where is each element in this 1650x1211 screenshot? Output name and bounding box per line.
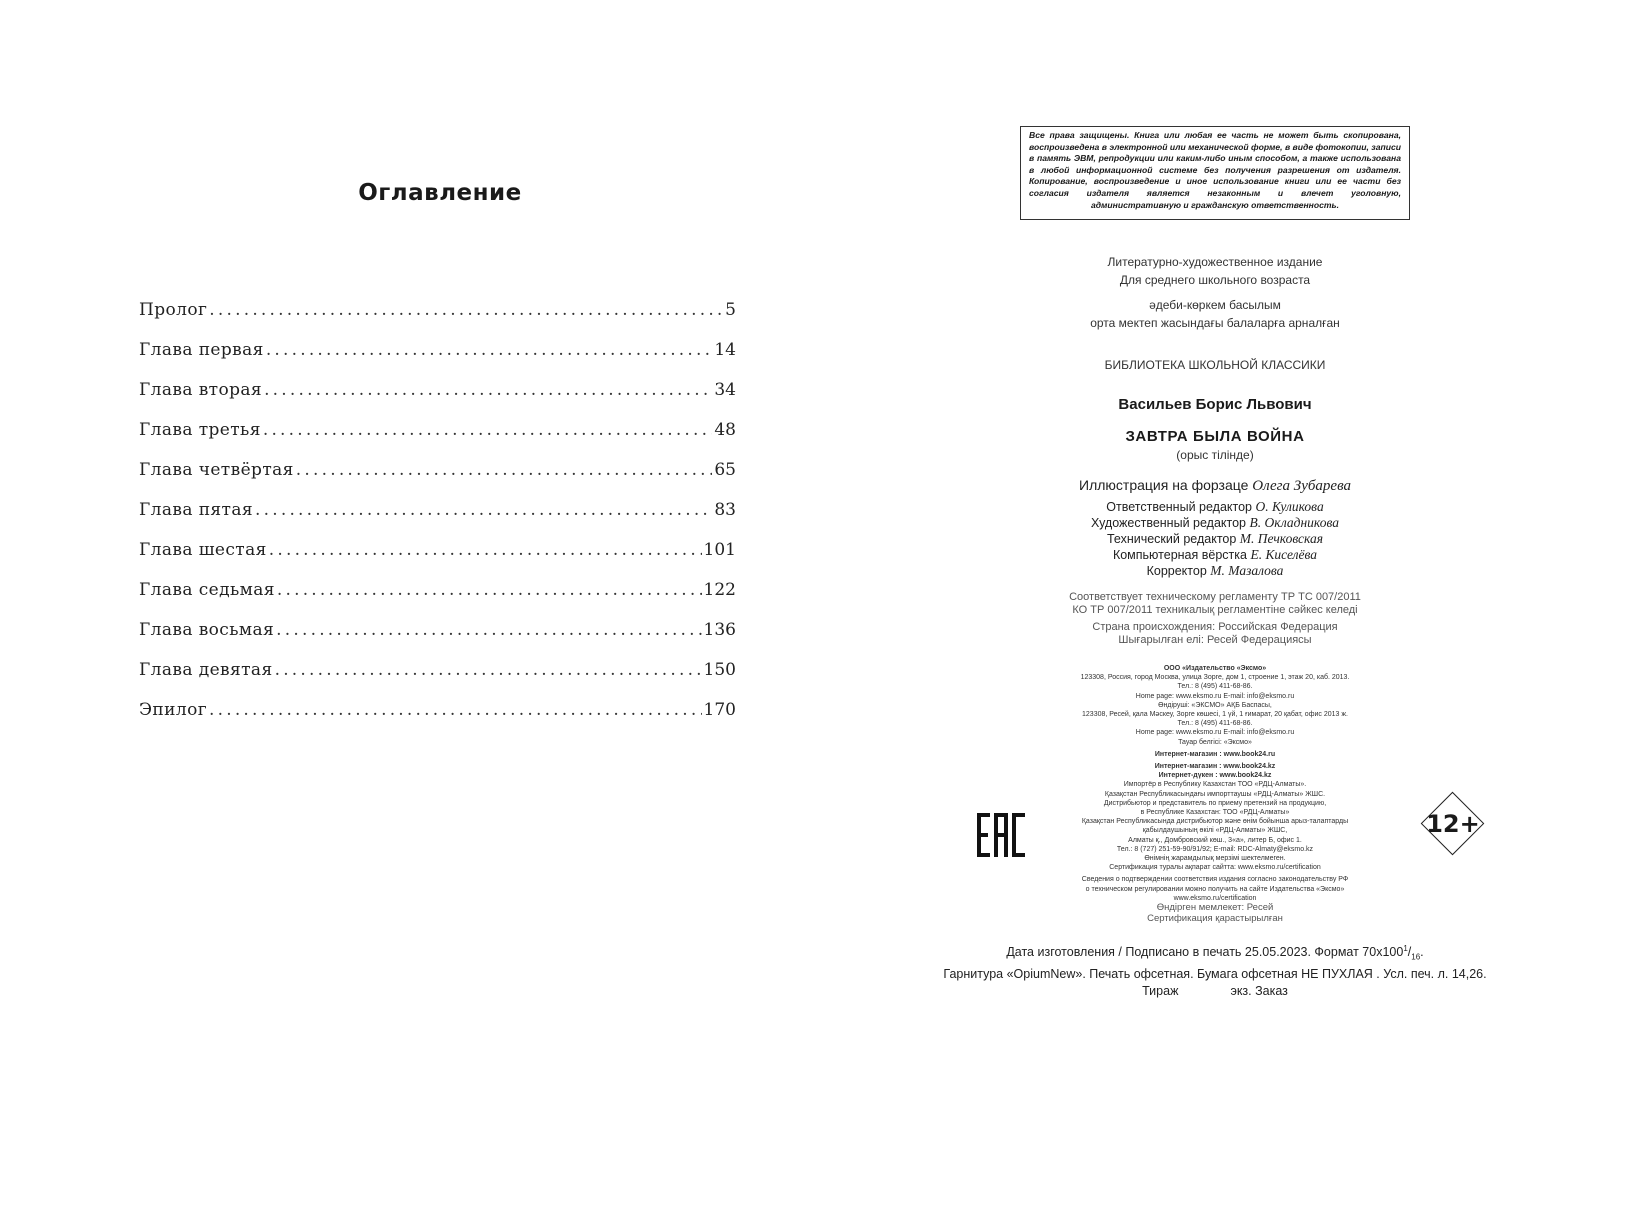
format-sub: 16 [1411, 952, 1421, 962]
author-name: Васильев Борис Львович [1118, 396, 1312, 413]
publisher-line: Тауар белгісі: «Эксмо» [1178, 738, 1252, 746]
origin-kz: Өндірген мемлекет: Ресей [1156, 902, 1274, 913]
credit-name: М. Печковская [1239, 531, 1324, 546]
toc-title: Оглавление [358, 180, 522, 206]
illustration-name: Олега Зубарева [1252, 478, 1351, 494]
toc-entry-page: 34 [714, 380, 736, 400]
print-line-1-text: Дата изготовления / Подписано в печать 25.05.2023. Формат 70х100 [1006, 945, 1404, 960]
toc-entry [139, 580, 736, 604]
series-name: БИБЛИОТЕКА ШКОЛЬНОЙ КЛАССИКИ [1104, 358, 1326, 372]
toc-leader-dots [266, 340, 713, 360]
print-run-label: Тираж [1142, 983, 1179, 998]
publisher-line: Алматы қ., Домбровский көш., 3«а», литер Б, офис 1. [1128, 836, 1302, 844]
credit-name: О. Куликова [1255, 499, 1324, 514]
toc-entry-page: 170 [703, 700, 736, 720]
credit-role: Технический редактор [1106, 532, 1237, 546]
toc-entry [139, 460, 736, 484]
credit-name: Е. Киселёва [1250, 547, 1318, 562]
age-rating-badge [1421, 792, 1485, 856]
toc-entry-label: Глава восьмая [139, 620, 275, 640]
credit-line [1000, 547, 1430, 563]
publisher-line: Тел.: 8 (495) 411-68-86. [1177, 720, 1253, 728]
edition-info-kz [1000, 296, 1430, 332]
publisher-line: 123308, Ресей, қала Мәскеу, Зорге көшесі, 1 үй, 1 ғимарат, 20 қабат, офис 2013 ж. [1082, 711, 1348, 719]
toc-entry-label: Глава первая [139, 340, 264, 360]
print-order-label: экз. Заказ [1230, 983, 1288, 998]
toc-entry-page: 150 [703, 660, 736, 680]
publisher-line: Home page: www.eksmo.ru E-mail: info@eksmo.ru [1135, 692, 1295, 700]
toc-entry [139, 540, 736, 564]
toc-entry-label: Глава третья [139, 420, 261, 440]
toc-entry-page: 14 [714, 340, 736, 360]
age-group: Для среднего школьного возраста [1119, 273, 1311, 287]
toc-leader-dots [269, 540, 702, 560]
publisher-line: Өнімнің жарамдылық мерзімі шектелмеген. [1144, 855, 1286, 863]
cert-kz: Сертификация қарастырылған [1147, 913, 1283, 924]
publisher-line: Тел.: 8 (495) 411-68-86. [1177, 683, 1253, 691]
print-line-3 [930, 983, 1500, 1000]
publisher-line: Интернет-магазин : www.book24.ru [1154, 750, 1276, 758]
publisher-line: қабылдаушының өкілі «РДЦ-Алматы» ЖШС, [1142, 827, 1288, 835]
publisher-line: www.eksmo.ru/certification [1173, 894, 1257, 902]
toc-entry-label: Эпилог [139, 700, 208, 720]
toc-entry [139, 340, 736, 364]
credit-line [1000, 531, 1430, 547]
regulation-block [1000, 591, 1430, 617]
publisher-line: Home page: www.eksmo.ru E-mail: info@eksmo.ru [1135, 729, 1295, 737]
kz-origin-block [1000, 902, 1430, 924]
publisher-line: Қазақстан Республикасындағы импорттаушы «РДЦ-Алматы» ЖШС. [1104, 790, 1326, 798]
toc-leader-dots [277, 580, 702, 600]
publisher-line: о техническом регулировании можно получить на сайте Издательства «Эксмо» [1085, 885, 1345, 893]
country-block [1000, 621, 1430, 647]
credit-line [1000, 563, 1430, 579]
publisher-line: Қазақстан Республикасында дистрибьютор және өнім бойынша арыз-талаптарды [1081, 818, 1349, 826]
regulation-kz: КО ТР 007/2011 техникалық регламентіне сәйкес келеді [1072, 604, 1358, 616]
credit-name: В. Окладникова [1249, 515, 1339, 530]
format-sup: 1 [1403, 944, 1408, 953]
regulation-ru: Соответствует техническому регламенту ТР ТС 007/2011 [1069, 591, 1361, 603]
toc-leader-dots [275, 660, 702, 680]
credit-role: Художественный редактор [1091, 516, 1246, 530]
print-line-2: Гарнитура «OpiumNew». Печать офсетная. Бумага офсетная НЕ ПУХЛАЯ . Усл. печ. л. 14,26. [943, 966, 1487, 981]
age-rating-text: 12+ [1426, 810, 1480, 838]
credit-role: Корректор [1146, 564, 1207, 578]
publisher-line: в Республике Казахстан: ТОО «РДЦ-Алматы» [1140, 809, 1290, 817]
toc-entry [139, 620, 736, 644]
toc-leader-dots [276, 620, 701, 640]
toc-entry-label: Глава седьмая [139, 580, 275, 600]
illustration-label: Иллюстрация на форзаце [1079, 477, 1249, 493]
credit-line [1000, 515, 1430, 531]
toc-leader-dots [263, 420, 713, 440]
edition-type: Литературно-художественное издание [1107, 255, 1323, 269]
edition-type-kz: әдеби-көркем басылым [1149, 298, 1281, 312]
country-kz: Шығарылған елі: Ресей Федерациясы [1118, 634, 1312, 646]
publisher-line: Дистрибьютор и представитель по приему претензий на продукцию, [1103, 799, 1327, 807]
edition-info [1000, 253, 1430, 289]
country-ru: Страна происхождения: Российская Федерация [1092, 621, 1338, 633]
toc-entry-label: Пролог [139, 300, 208, 320]
toc-entry-page: 136 [703, 620, 736, 640]
publisher-line: Интернет-магазин : www.book24.kz [1154, 763, 1276, 771]
toc-entry-label: Глава шестая [139, 540, 267, 560]
toc-leader-dots [209, 300, 723, 320]
print-line-1: Дата изготовления / Подписано в печать 25.05.2023. Формат $70х100^1/_{16}$. [1006, 944, 1424, 962]
toc-entry-label: Глава четвёртая [139, 460, 294, 480]
print-info [930, 940, 1500, 1000]
toc-entry-label: Глава пятая [139, 500, 254, 520]
toc-entry-page: 83 [714, 500, 736, 520]
toc-leader-dots [296, 460, 713, 480]
toc-entry [139, 660, 736, 684]
publisher-line: Өндіруші: «ЭКСМО» АҚБ Баспасы, [1158, 701, 1272, 709]
publisher-line: Сертификация туралы ақпарат сайтта: www.eksmo.ru/certification [1109, 864, 1321, 872]
rights-notice: Все права защищены. Книга или любая ее часть не может быть скопирована, воспроизведена в электронной или механической форме, в виде фотокопии, записи в память ЭВМ, репродукции или каким-либо иным способом, а также использована в любой информационной системе без получения разрешения от издателя. Копирование, воспроизведение и иное использование книги или ее части без согласия издателя является незаконным и влечет уголовную, административную и гражданскую ответственность. [1020, 126, 1410, 220]
toc-leader-dots [209, 700, 702, 720]
toc-entry [139, 420, 736, 444]
credit-line [1000, 499, 1430, 515]
toc-leader-dots [264, 380, 712, 400]
age-group-kz: орта мектеп жасындағы балаларға арналған [1090, 316, 1340, 330]
toc-entry-page: 65 [714, 460, 736, 480]
toc-entry [139, 700, 736, 724]
toc-entry-page: 5 [725, 300, 736, 320]
toc-leader-dots [255, 500, 712, 520]
publisher-line: 123308, Россия, город Москва, улица Зорге, дом 1, строение 1, этаж 20, каб. 2013. [1080, 674, 1350, 682]
eac-icon [977, 810, 1027, 860]
toc-entry-label: Глава девятая [139, 660, 273, 680]
toc-entry-page: 101 [703, 540, 736, 560]
illustration-credit [1000, 477, 1430, 495]
publisher-line: ООО «Издательство «Эксмо» [1163, 665, 1267, 672]
publisher-line: Сведения о подтверждении соответствия издания согласно законодательству РФ [1081, 876, 1349, 884]
toc-entry-label: Глава вторая [139, 380, 263, 400]
publisher-info [1000, 664, 1430, 903]
book-title: ЗАВТРА БЫЛА ВОЙНА [1125, 428, 1305, 445]
credit-role: Ответственный редактор [1106, 500, 1252, 514]
toc-entry [139, 500, 736, 524]
language-note: (орыс тілінде) [1176, 448, 1254, 462]
toc-entry [139, 380, 736, 404]
credits-list [1000, 499, 1430, 579]
credit-role: Компьютерная вёрстка [1112, 548, 1247, 562]
publisher-line: Интернет-дүкен : www.book24.kz [1158, 772, 1272, 780]
publisher-line: Тел.: 8 (727) 251-59-90/91/92; E-mail: RDC-Almaty@eksmo.kz [1116, 845, 1314, 853]
publisher-line: Импортёр в Республику Казахстан ТОО «РДЦ-Алматы». [1123, 781, 1307, 789]
credit-name: М. Мазалова [1210, 563, 1284, 578]
eac-logo [977, 810, 1027, 860]
toc-entry [139, 300, 736, 324]
toc-entry-page: 48 [714, 420, 736, 440]
toc-entry-page: 122 [703, 580, 736, 600]
